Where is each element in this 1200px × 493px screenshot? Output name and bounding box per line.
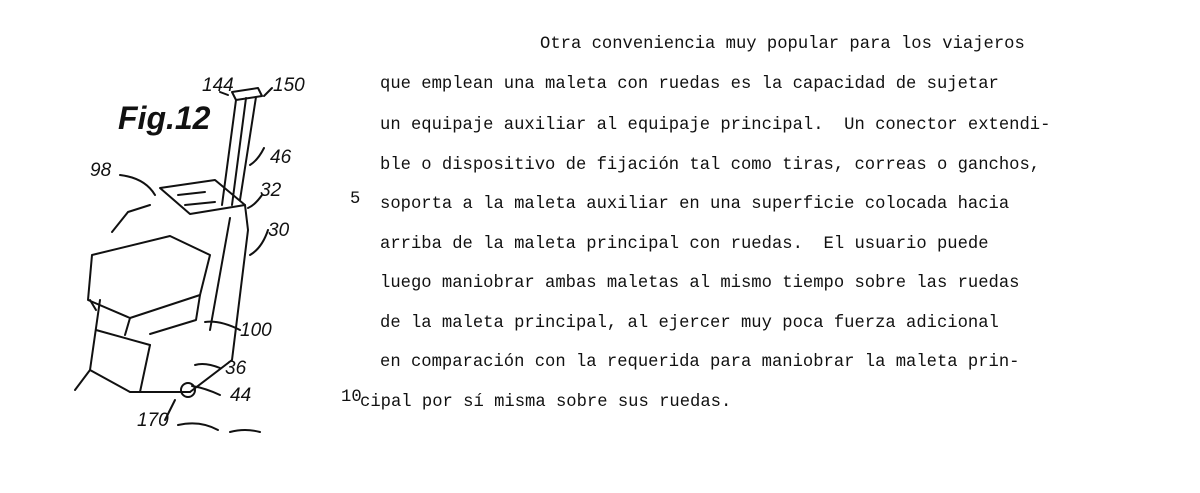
line-number: 5 <box>350 190 361 209</box>
reference-numeral: 98 <box>90 160 112 181</box>
patent-figure <box>55 72 345 442</box>
figure-label: Fig.12 <box>118 100 211 136</box>
text-line: ble o dispositivo de fijación tal como tiras, correas o ganchos, <box>380 156 1041 175</box>
reference-numeral: 44 <box>230 385 252 406</box>
text-line: de la maleta principal, al ejercer muy poca fuerza adicional <box>380 314 999 333</box>
text-line: soporta a la maleta auxiliar en una superficie colocada hacia <box>380 195 1010 214</box>
text-line: arriba de la maleta principal con ruedas. El usuario puede <box>380 235 989 254</box>
text-line: Otra conveniencia muy popular para los viajeros <box>540 35 1025 54</box>
reference-numeral: 46 <box>270 147 292 168</box>
text-line: que emplean una maleta con ruedas es la capacidad de sujetar <box>380 75 999 94</box>
text-line: en comparación con la requerida para maniobrar la maleta prin- <box>380 353 1020 372</box>
reference-numeral: 170 <box>137 410 169 431</box>
reference-numeral: 32 <box>260 180 282 201</box>
reference-numeral: 100 <box>240 320 272 341</box>
text-line: luego maniobrar ambas maletas al mismo tiempo sobre las ruedas <box>380 274 1020 293</box>
line-number: 10 <box>341 388 362 407</box>
text-line: un equipaje auxiliar al equipaje principal. Un conector extendi- <box>380 116 1051 135</box>
reference-numeral: 150 <box>273 75 305 96</box>
text-line: cipal por sí misma sobre sus ruedas. <box>360 393 732 412</box>
reference-numeral: 36 <box>225 358 247 379</box>
reference-numeral: 144 <box>202 75 234 96</box>
reference-numeral: 30 <box>268 220 290 241</box>
